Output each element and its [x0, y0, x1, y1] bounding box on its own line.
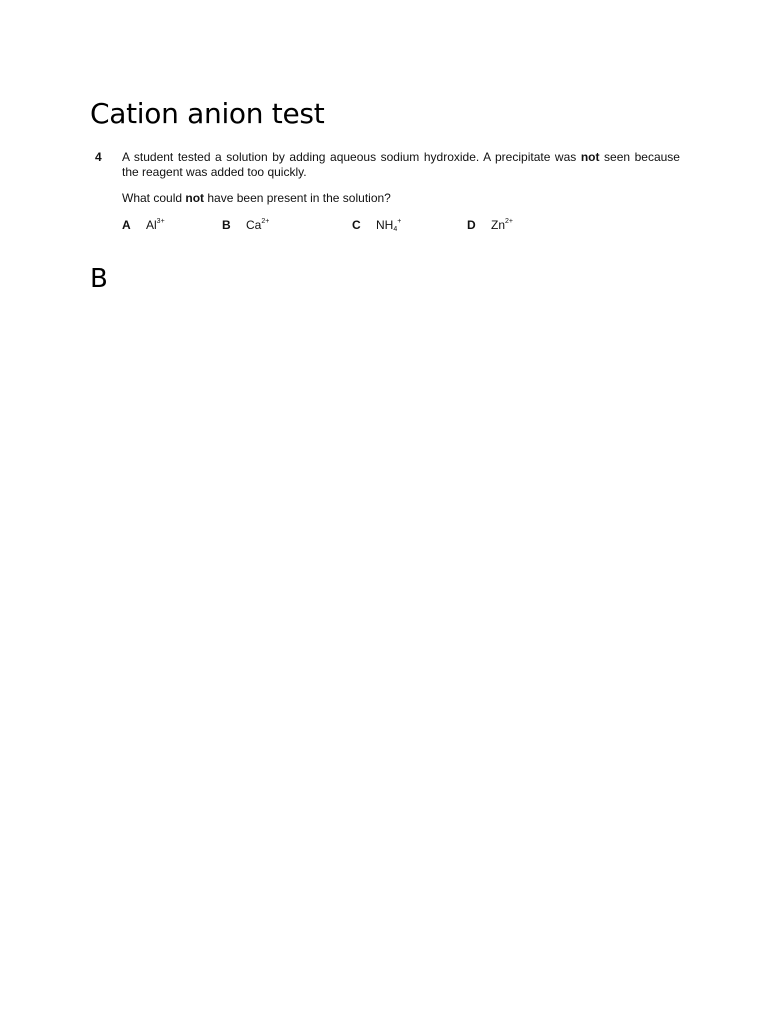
option-charge: 2+	[261, 218, 270, 225]
option-ion: NH	[376, 218, 394, 232]
option-d	[467, 218, 513, 232]
stem-emphasis: not	[580, 150, 600, 164]
stem-text: seen because the reagent was added too quickly.	[122, 150, 680, 179]
document-title: Cation anion test	[90, 97, 325, 130]
option-letter: A	[122, 218, 131, 232]
option-subscript: 4	[393, 226, 398, 233]
question-header	[95, 150, 680, 180]
answer-options	[122, 218, 680, 236]
option-charge: +	[397, 218, 402, 225]
option-charge: 3+	[156, 218, 165, 225]
prompt-text: What could	[122, 191, 186, 205]
question-image	[95, 150, 680, 236]
option-ion: Al	[146, 218, 157, 232]
prompt-text: have been present in the solution?	[204, 191, 391, 205]
option-charge: 2+	[505, 218, 513, 225]
option-ion: Zn	[491, 218, 506, 232]
question-stem	[122, 150, 680, 180]
option-letter: C	[352, 218, 361, 232]
option-c	[352, 218, 401, 232]
answer-text: B	[90, 264, 108, 294]
option-letter: B	[222, 218, 231, 232]
option-ion: Ca	[246, 218, 262, 232]
prompt-emphasis: not	[185, 191, 205, 205]
option-letter: D	[467, 218, 476, 232]
option-b	[222, 218, 269, 232]
question-prompt	[122, 191, 680, 206]
stem-text: A student tested a solution by adding aqueous sodium hydroxide. A precipitate was	[122, 150, 581, 164]
question-number: 4	[95, 150, 102, 164]
option-a	[122, 218, 165, 232]
